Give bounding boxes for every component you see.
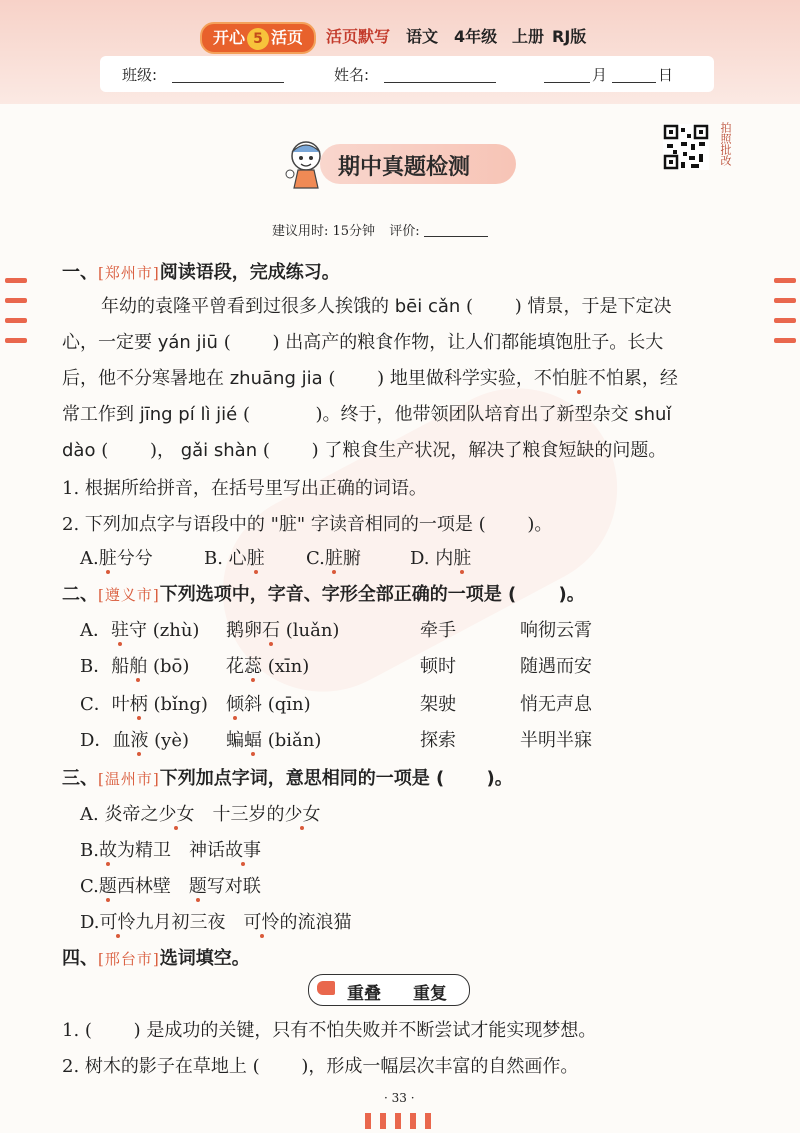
- q1-option-a[interactable]: [80, 544, 153, 570]
- option-text: 叶: [111, 694, 130, 715]
- q2-option-c[interactable]: [80, 690, 208, 716]
- student-info-bar: [100, 56, 714, 92]
- q1-subquestion-1: 1. 根据所给拼音，在括号里写出正确的词语。: [62, 478, 427, 499]
- option-text: 的流浪猫: [279, 912, 352, 933]
- option-text: 花: [226, 656, 244, 677]
- option-text: 响彻云霄: [520, 620, 592, 641]
- passage-text: ( ) 了粮食生产状况，解决了粮食短缺的问题。: [262, 440, 667, 461]
- q2-word-2: [226, 690, 311, 716]
- option-text: 鹅卵: [226, 620, 262, 641]
- q2-option-b[interactable]: [80, 652, 189, 678]
- option-text: 九月初三夜: [135, 912, 226, 933]
- dotted-char: 脏: [453, 548, 472, 569]
- passage-text: 心，一定要: [62, 332, 152, 353]
- q3-city: [温州市]: [98, 770, 160, 788]
- dotted-char: 蝠: [244, 730, 262, 751]
- scan-note: 拍照批改: [719, 122, 732, 166]
- option-text: B. 心: [204, 548, 247, 569]
- q2-heading: [62, 580, 585, 606]
- q2-word-3: [420, 616, 456, 642]
- q2-city: [遵义市]: [98, 586, 160, 604]
- word-option-1: 重叠: [347, 984, 381, 1004]
- option-text: A. 炎帝之: [80, 804, 159, 825]
- dotted-word: 题: [98, 876, 117, 897]
- page-number: · 33 ·: [384, 1091, 415, 1105]
- option-text: 为精卫: [116, 840, 171, 861]
- q3-number: 三、: [62, 768, 98, 789]
- option-text: 斜 (qīn): [244, 694, 311, 715]
- day-label: 日: [658, 66, 674, 84]
- time-label: 建议用时: 15分钟: [272, 224, 376, 239]
- left-margin-marks: [5, 278, 27, 358]
- q3-option-c[interactable]: [80, 872, 261, 898]
- q2-prompt: 下列选项中，字音、字形全部正确的一项是 ( )。: [159, 584, 585, 605]
- q2-number: 二、: [62, 584, 98, 605]
- option-text: 船: [111, 656, 130, 677]
- dotted-word: 故事: [224, 840, 261, 861]
- brand-part1: 开心: [212, 28, 245, 47]
- option-text: C．: [80, 694, 112, 715]
- option-text: 守 (zhù): [129, 620, 200, 641]
- option-text: 悄无声息: [520, 694, 592, 715]
- option-text: (bō): [147, 656, 190, 677]
- option-text: C.: [80, 876, 99, 897]
- option-text: 架驶: [420, 694, 456, 715]
- passage-text: ( ) 地里做科学实验，不怕: [328, 368, 570, 389]
- q2-word-3: [420, 726, 456, 752]
- q2-word-4: [520, 652, 592, 678]
- option-text: D．: [80, 730, 113, 751]
- dotted-char: 驻: [111, 620, 129, 641]
- pinyin: bēi cǎn: [394, 296, 461, 317]
- q2-word-2: [226, 652, 309, 678]
- q3-option-b[interactable]: [80, 836, 261, 862]
- pinyin: dào: [62, 440, 96, 461]
- option-text: 十三岁的: [194, 804, 285, 825]
- page-title: 期中真题检测: [338, 155, 471, 180]
- option-text: 腑: [342, 548, 361, 569]
- term-label: 上册: [512, 27, 545, 46]
- q4-heading: [62, 944, 250, 970]
- subject-label: 语文: [406, 27, 439, 46]
- option-text: B．: [80, 656, 112, 677]
- word-option-2: 重复: [413, 984, 447, 1004]
- option-text: 顿时: [420, 656, 456, 677]
- passage-text: 常工作到: [62, 404, 134, 425]
- q3-heading: [62, 764, 513, 790]
- bottom-margin-marks: [365, 1113, 440, 1133]
- q1-option-d[interactable]: [410, 544, 471, 570]
- q1-subquestion-2: 2. 下列加点字与语段中的 "脏" 字读音相同的一项是 ( )。: [62, 514, 553, 535]
- dotted-char: 脏: [98, 548, 117, 569]
- q2-word-2: [226, 616, 339, 642]
- dotted-char: 脏: [324, 548, 343, 569]
- day-field[interactable]: [612, 68, 656, 83]
- passage-text: 后，他不分寒暑地在: [62, 368, 224, 389]
- q4-number: 四、: [62, 948, 98, 969]
- eval-field[interactable]: [424, 226, 488, 237]
- option-text: 随遇而安: [520, 656, 592, 677]
- q1-passage-line4: [62, 400, 671, 426]
- class-field[interactable]: [172, 68, 284, 83]
- option-text: (yè): [148, 730, 190, 751]
- right-margin-marks: [774, 278, 796, 358]
- q1-number: 一、: [62, 262, 98, 283]
- q4-subquestion-2: 2. 树木的影子在草地上 ( )，形成一幅层次丰富的自然画作。: [62, 1056, 579, 1077]
- grade-label: 4年级: [454, 27, 498, 46]
- q2-word-2: [226, 726, 321, 752]
- suggested-time: [272, 220, 488, 239]
- option-text: (luǎn): [280, 620, 340, 641]
- series-label: 活页默写: [326, 27, 391, 46]
- dotted-word: 可怜: [243, 912, 280, 933]
- dotted-char: 蕊: [244, 656, 262, 677]
- q2-word-4: [520, 616, 592, 642]
- q1-passage-line2: [62, 328, 663, 354]
- class-label: 班级:: [122, 66, 158, 84]
- option-text: [226, 912, 244, 933]
- option-text: C.: [306, 548, 325, 569]
- option-text: 牵手: [420, 620, 456, 641]
- word-bank: [308, 974, 470, 1006]
- title-banner: [280, 136, 520, 188]
- option-text: A.: [80, 548, 99, 569]
- q1-passage-line5: [62, 436, 666, 462]
- q4-prompt: 选词填空。: [159, 948, 250, 969]
- q4-subquestion-1: 1. ( ) 是成功的关键，只有不怕失败并不断尝试才能实现梦想。: [62, 1020, 597, 1041]
- passage-text: ( ) 出高产的粮食作物，让人们都能填饱肚子。长大: [223, 332, 664, 353]
- brand-circle: 5: [247, 28, 269, 50]
- option-text: 西林壁: [116, 876, 171, 897]
- pinyin: jīng pí lì jié: [139, 404, 238, 425]
- q1-passage-line1: [101, 292, 672, 318]
- option-text: (xīn): [262, 656, 310, 677]
- mascot-icon: [280, 136, 336, 192]
- dotted-char: 倾: [226, 694, 244, 715]
- name-field[interactable]: [384, 68, 496, 83]
- passage-text: 年幼的袁隆平曾看到过很多人挨饿的: [101, 296, 389, 317]
- dotted-char: 液: [130, 730, 149, 751]
- dotted-char: 柄: [129, 694, 148, 715]
- month-label: 月: [592, 66, 608, 84]
- option-text: (bǐng): [147, 694, 208, 715]
- q2-word-3: [420, 652, 456, 678]
- q2-word-4: [520, 690, 592, 716]
- option-text: 写对联: [206, 876, 261, 897]
- edition-label: RJ版: [552, 27, 587, 46]
- option-text: 蝙: [226, 730, 244, 751]
- option-text: 血: [112, 730, 131, 751]
- pointing-hand-icon: [317, 981, 335, 995]
- passage-text: ( )。终于，他带领团队培育出了新型杂交: [242, 404, 629, 425]
- q1-passage-line3: [62, 364, 678, 390]
- pinyin: shuǐ: [634, 404, 672, 425]
- option-text: D.: [80, 912, 100, 933]
- pinyin: gǎi shàn: [180, 440, 258, 461]
- dotted-char: 舶: [129, 656, 148, 677]
- pinyin: zhuāng jia: [229, 368, 323, 389]
- passage-text: ( ) 情景，于是下定决: [466, 296, 672, 317]
- option-text: (biǎn): [262, 730, 322, 751]
- q1-prompt: 阅读语段，完成练习。: [159, 262, 340, 283]
- option-text: B.: [80, 840, 99, 861]
- q2-option-a[interactable]: [80, 616, 199, 642]
- qr-code-icon[interactable]: [663, 124, 709, 170]
- dotted-char: 脏: [246, 548, 265, 569]
- q3-prompt: 下列加点字词，意思相同的一项是 ( )。: [159, 768, 513, 789]
- q1-option-c[interactable]: [306, 544, 361, 570]
- option-text: A．: [80, 620, 111, 641]
- month-field[interactable]: [544, 68, 590, 83]
- page-header: [0, 0, 800, 104]
- q1-option-b[interactable]: [204, 544, 265, 570]
- option-text: 探索: [420, 730, 456, 751]
- option-text: 半明半寐: [520, 730, 592, 751]
- dotted-word: 题: [188, 876, 207, 897]
- brand-part2: 活页: [271, 28, 304, 47]
- dotted-char: 石: [262, 620, 280, 641]
- q2-word-4: [520, 726, 592, 752]
- option-text: 神话: [170, 840, 225, 861]
- name-label: 姓名:: [334, 66, 370, 84]
- dotted-char: 脏: [569, 368, 588, 389]
- q1-heading: [62, 258, 340, 284]
- q3-option-a[interactable]: [80, 800, 320, 826]
- dotted-word: 故: [98, 840, 117, 861]
- dotted-word: 少女: [284, 804, 321, 825]
- q2-word-3: [420, 690, 456, 716]
- dotted-word: 少女: [158, 804, 195, 825]
- eval-label: 评价:: [389, 224, 420, 239]
- q1-city: [郑州市]: [98, 264, 160, 282]
- brand-logo: [200, 22, 316, 54]
- q2-option-d[interactable]: [80, 726, 189, 752]
- dotted-word: 可怜: [99, 912, 136, 933]
- passage-text: ( )，: [101, 440, 175, 461]
- option-text: 兮兮: [116, 548, 153, 569]
- pinyin: yán jiū: [157, 332, 218, 353]
- q3-option-d[interactable]: [80, 908, 352, 934]
- q4-city: [邢台市]: [98, 950, 160, 968]
- option-text: [171, 876, 189, 897]
- passage-text: 不怕累，经: [587, 368, 678, 389]
- option-text: D. 内: [410, 548, 454, 569]
